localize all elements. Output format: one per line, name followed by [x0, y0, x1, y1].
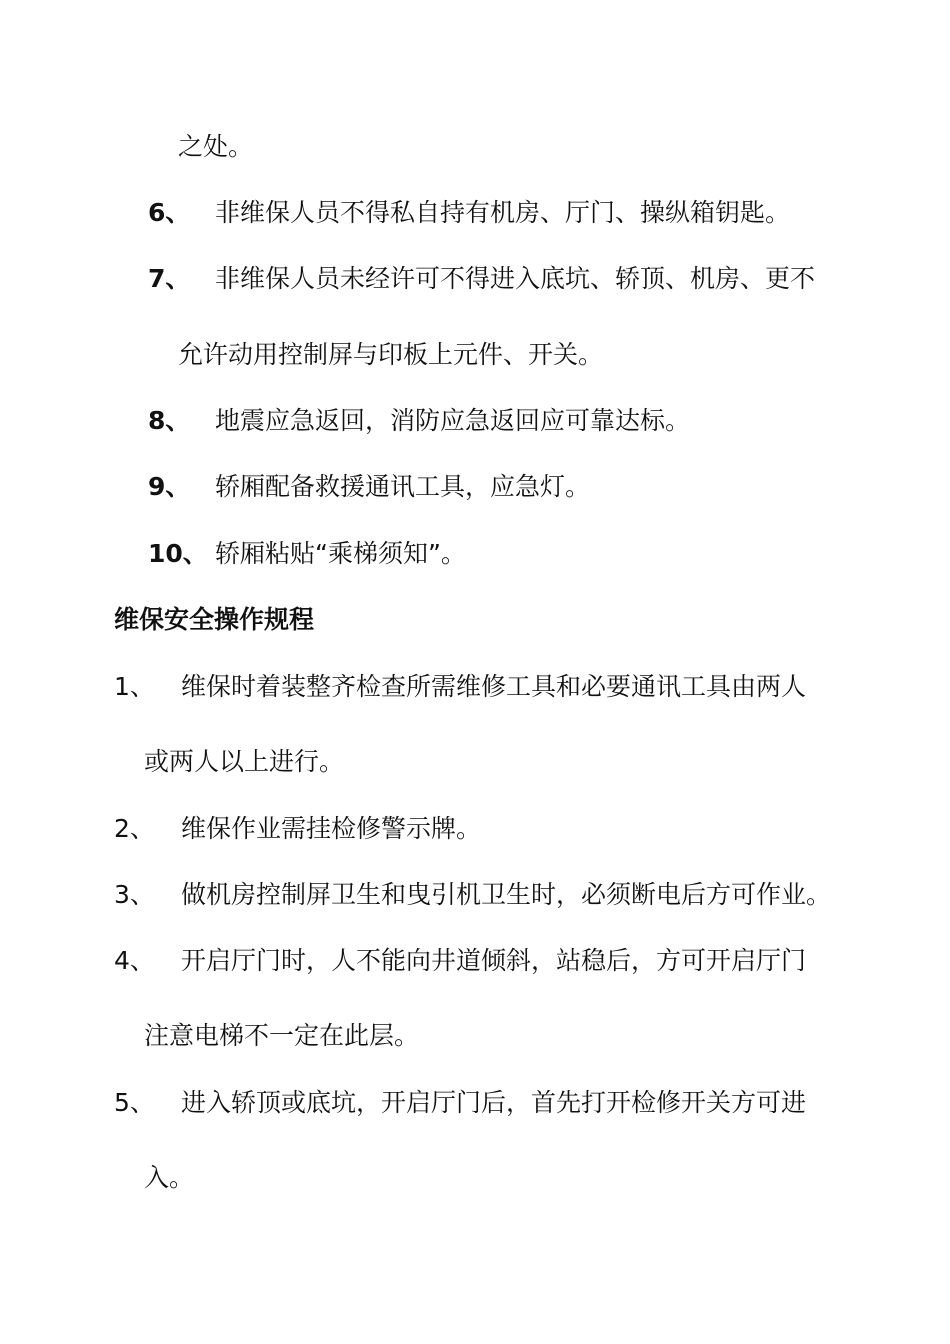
list-item-number: 2、 — [114, 814, 155, 843]
list-item-text: 轿厢配备救援通讯工具，应急灯。 — [215, 472, 591, 501]
list-item-text: 非维保人员不得私自持有机房、厅门、操纵箱钥匙。 — [215, 198, 791, 227]
list-item-text: 非维保人员未经许可不得进入底坑、轿顶、机房、更不 — [215, 264, 816, 293]
list-item-text: 地震应急返回，消防应急返回应可靠达标。 — [215, 406, 691, 435]
list-item-number: 7、 — [148, 264, 191, 293]
list-item-number: 6、 — [148, 198, 191, 227]
list-item-text: 进入轿顶或底坑，开启厅门后，首先打开检修开关方可进 — [181, 1088, 807, 1117]
list-item-number: 3、 — [114, 880, 155, 909]
list-item-text-cont: 入。 — [144, 1163, 195, 1192]
list-item-number: 9、 — [148, 472, 191, 501]
list-item-text: 维保作业需挂检修警示牌。 — [181, 814, 482, 843]
list-item-number: 10、 — [148, 539, 208, 568]
list-item-number: 5、 — [114, 1088, 155, 1117]
list-item-text-cont: 注意电梯不一定在此层。 — [144, 1021, 420, 1050]
list-item-text: 开启厅门时，人不能向井道倾斜，站稳后，方可开启厅门 — [181, 946, 807, 975]
list-item-text: 轿厢粘贴“乘梯须知”。 — [215, 539, 466, 568]
list-item-number: 8、 — [148, 406, 191, 435]
list-item-text: 做机房控制屏卫生和曳引机卫生时，必须断电后方可作业。 — [181, 880, 832, 909]
list-item-text-cont: 允许动用控制屏与印板上元件、开关。 — [178, 340, 604, 369]
list-item-text: 维保时着装整齐检查所需维修工具和必要通讯工具由两人 — [181, 672, 807, 701]
list-item-text-cont: 或两人以上进行。 — [144, 747, 345, 776]
list-item-number: 1、 — [114, 672, 155, 701]
list-item-number: 4、 — [114, 946, 155, 975]
section-title: 维保安全操作规程 — [114, 605, 315, 634]
continuation-text: 之处。 — [178, 132, 254, 161]
